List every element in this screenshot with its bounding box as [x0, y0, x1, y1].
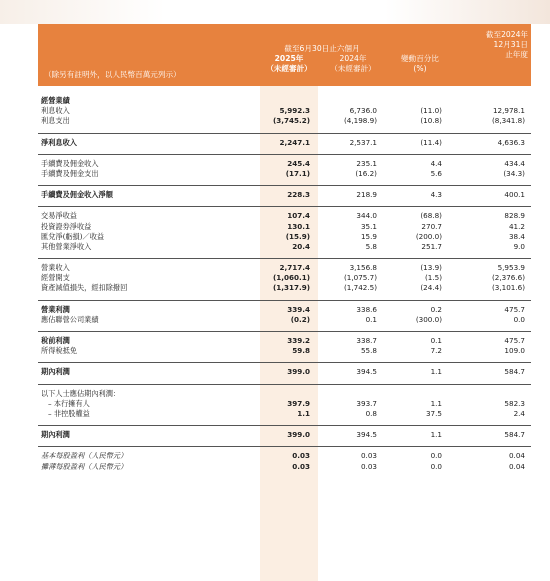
table-row — [38, 315, 531, 325]
table-row — [38, 263, 531, 273]
cell-2025: (17.1) — [285, 168, 310, 178]
cell-fy2024: 434.4 — [504, 158, 525, 168]
cell-change: (1.5) — [424, 273, 442, 283]
cell-change: 7.2 — [430, 346, 442, 356]
cell-2024: 55.8 — [360, 346, 377, 356]
cell-change: 0.1 — [430, 336, 442, 345]
cell-fy2024: 4,636.3 — [497, 137, 525, 147]
cell-change: 251.7 — [421, 241, 442, 251]
cell-2024: 3,156.8 — [349, 263, 377, 273]
cell-fy2024: 2.4 — [513, 408, 525, 418]
header-col-fy2024: 截至2024年 12月31日 止年度 — [485, 30, 528, 59]
header-col-change: 變動百分比 (%) — [401, 54, 439, 73]
cell-2025: 0.03 — [292, 461, 310, 471]
row-label: 基本每股盈利（人民幣元） — [41, 451, 128, 461]
cell-2024: 338.6 — [356, 304, 377, 314]
table-row — [38, 96, 531, 106]
table-row — [38, 222, 531, 232]
cell-change: (11.4) — [420, 137, 442, 147]
cell-change: 0.0 — [430, 461, 442, 471]
cell-change: (68.8) — [420, 211, 442, 221]
cell-fy2024: 475.7 — [504, 304, 525, 314]
row-divider — [38, 331, 531, 332]
row-label: 以下人士應佔期內利潤： — [41, 388, 121, 398]
header-six-months: 截至6月30日止六個月 — [284, 44, 360, 53]
row-label: 營業利潤 — [41, 304, 70, 314]
cell-2025: 339.4 — [287, 304, 310, 314]
cell-fy2024: 109.0 — [504, 346, 525, 356]
cell-2025: (0.2) — [290, 314, 310, 324]
cell-2025: (1,060.1) — [272, 273, 310, 283]
cell-2024: 0.1 — [365, 314, 377, 324]
cell-2025: 1.1 — [297, 408, 310, 418]
table-row — [38, 399, 531, 409]
row-divider — [38, 154, 531, 155]
cell-2024: 2,537.1 — [349, 137, 377, 147]
cell-change: 1.1 — [430, 367, 442, 377]
cell-2024: (4,198.9) — [343, 116, 377, 126]
cell-2024: 394.5 — [356, 367, 377, 377]
cell-2024: (16.2) — [355, 168, 377, 178]
cell-fy2024: 9.0 — [513, 241, 525, 251]
table-row — [38, 190, 531, 200]
cell-2024: 35.1 — [360, 221, 377, 231]
cell-fy2024: (2,376.6) — [491, 273, 525, 283]
row-divider — [38, 362, 531, 363]
row-label: 手續費及佣金收入淨額 — [41, 190, 113, 200]
row-divider — [38, 185, 531, 186]
cell-2025: 245.4 — [287, 158, 310, 168]
table-row — [38, 305, 531, 315]
cell-fy2024: 584.7 — [504, 367, 525, 377]
cell-2024: 235.1 — [356, 158, 377, 168]
cell-fy2024: 0.0 — [513, 314, 525, 324]
row-label: 投資證券淨收益 — [41, 221, 92, 231]
cell-fy2024: 0.04 — [508, 461, 525, 471]
cell-change: 4.4 — [430, 158, 442, 168]
row-label: – 本行擁有人 — [48, 398, 90, 408]
cell-2025: 130.1 — [287, 221, 310, 231]
table-row — [38, 451, 531, 461]
cell-2024: 5.8 — [365, 241, 377, 251]
cell-fy2024: 12,978.1 — [492, 106, 525, 116]
row-label: 經營業績 — [41, 96, 70, 105]
cell-change: 1.1 — [430, 430, 442, 440]
header-col-2025: 2025年 （未經審計） — [266, 54, 312, 73]
cell-fy2024: 582.3 — [504, 398, 525, 408]
row-divider — [38, 206, 531, 207]
cell-2025: 399.0 — [287, 367, 310, 377]
row-label: 稅前利潤 — [41, 336, 70, 345]
row-label: 其他營業淨收入 — [41, 241, 92, 251]
row-divider — [38, 258, 531, 259]
cell-2024: 394.5 — [356, 430, 377, 440]
table-header — [38, 24, 531, 86]
cell-2024: 344.0 — [356, 211, 377, 221]
table-row — [38, 389, 531, 399]
cell-fy2024: 475.7 — [504, 336, 525, 345]
row-label: 攤薄每股盈利（人民幣元） — [41, 461, 128, 471]
row-label: 交易淨收益 — [41, 211, 77, 221]
table-row — [38, 409, 531, 419]
financial-summary-table — [38, 24, 531, 472]
cell-2024: 393.7 — [356, 398, 377, 408]
table-row — [38, 232, 531, 242]
row-label: 淨利息收入 — [41, 137, 77, 147]
table-row — [38, 430, 531, 440]
cell-fy2024: 400.1 — [504, 190, 525, 200]
cell-2025: 107.4 — [287, 211, 310, 221]
row-label: 手續費及佣金支出 — [41, 168, 99, 178]
top-decoration — [0, 0, 550, 24]
cell-2024: 0.03 — [360, 461, 377, 471]
cell-change: (10.8) — [420, 116, 442, 126]
cell-2025: (3,745.2) — [272, 116, 310, 126]
row-label: 利息收入 — [41, 106, 70, 116]
cell-change: 5.6 — [430, 168, 442, 178]
cell-2024: 338.7 — [356, 336, 377, 345]
cell-fy2024: (34.3) — [503, 168, 525, 178]
table-row — [38, 283, 531, 293]
row-divider — [38, 446, 531, 447]
cell-fy2024: 41.2 — [508, 221, 525, 231]
cell-change: (24.4) — [420, 283, 442, 293]
table-row — [38, 462, 531, 472]
cell-2024: 0.03 — [360, 451, 377, 461]
cell-fy2024: (3,101.6) — [491, 283, 525, 293]
table-row — [38, 106, 531, 116]
cell-2024: 0.8 — [365, 408, 377, 418]
row-divider — [38, 300, 531, 301]
cell-change: 37.5 — [425, 408, 442, 418]
table-row — [38, 138, 531, 148]
cell-2025: 397.9 — [287, 398, 310, 408]
cell-fy2024: (8,341.8) — [491, 116, 525, 126]
cell-2024: 218.9 — [356, 190, 377, 200]
table-row — [38, 336, 531, 346]
cell-change: (11.0) — [420, 106, 442, 116]
table-row — [38, 211, 531, 221]
cell-2025: 228.3 — [287, 190, 310, 200]
table-row — [38, 346, 531, 356]
row-label: – 非控股權益 — [48, 408, 90, 418]
row-divider — [38, 425, 531, 426]
cell-fy2024: 38.4 — [508, 231, 525, 241]
row-label: 營業收入 — [41, 263, 70, 273]
row-label: 利息支出 — [41, 116, 70, 126]
cell-change: 270.7 — [421, 221, 442, 231]
cell-fy2024: 828.9 — [504, 211, 525, 221]
row-label: 期內利潤 — [41, 430, 70, 440]
row-divider — [38, 384, 531, 385]
cell-2025: 59.8 — [292, 346, 310, 356]
cell-2024: 6,736.0 — [349, 106, 377, 116]
row-label: 資產減值損失，經扣除撥回 — [41, 283, 128, 293]
table-row — [38, 116, 531, 126]
cell-fy2024: 0.04 — [508, 451, 525, 461]
cell-2025: 2,247.1 — [279, 137, 310, 147]
cell-2025: (1,317.9) — [272, 283, 310, 293]
row-label: 所得稅抵免 — [41, 346, 77, 356]
header-col-2024: 2024年 （未經審計） — [330, 54, 376, 73]
cell-2024: 15.9 — [360, 231, 377, 241]
cell-change: 4.3 — [430, 190, 442, 200]
table-row — [38, 273, 531, 283]
cell-fy2024: 5,953.9 — [497, 263, 525, 273]
cell-change: (13.9) — [420, 263, 442, 273]
row-label: 應佔聯營公司業績 — [41, 314, 99, 324]
cell-change: (200.0) — [415, 231, 442, 241]
cell-fy2024: 584.7 — [504, 430, 525, 440]
row-divider — [38, 133, 531, 134]
table-row — [38, 367, 531, 377]
cell-change: 0.0 — [430, 451, 442, 461]
cell-change: 1.1 — [430, 398, 442, 408]
cell-2025: 0.03 — [292, 451, 310, 461]
row-label: 匯兌淨(虧損)／收益 — [41, 231, 105, 241]
row-label: 期內利潤 — [41, 367, 70, 377]
cell-2025: 20.4 — [292, 241, 310, 251]
row-label: 手續費及佣金收入 — [41, 158, 99, 168]
cell-2025: 2,717.4 — [279, 263, 310, 273]
row-label: 經營開支 — [41, 273, 70, 283]
header-unit-label: （除另有註明外，以人民幣百萬元列示） — [44, 70, 181, 79]
cell-change: 0.2 — [430, 304, 442, 314]
table-row — [38, 159, 531, 169]
cell-2025: 399.0 — [287, 430, 310, 440]
cell-change: (300.0) — [415, 314, 442, 324]
table-row — [38, 242, 531, 252]
cell-2025: 339.2 — [287, 336, 310, 345]
cell-2025: (15.9) — [285, 231, 310, 241]
cell-2024: (1,742.5) — [343, 283, 377, 293]
cell-2025: 5,992.3 — [279, 106, 310, 116]
table-row — [38, 169, 531, 179]
cell-2024: (1,075.7) — [343, 273, 377, 283]
